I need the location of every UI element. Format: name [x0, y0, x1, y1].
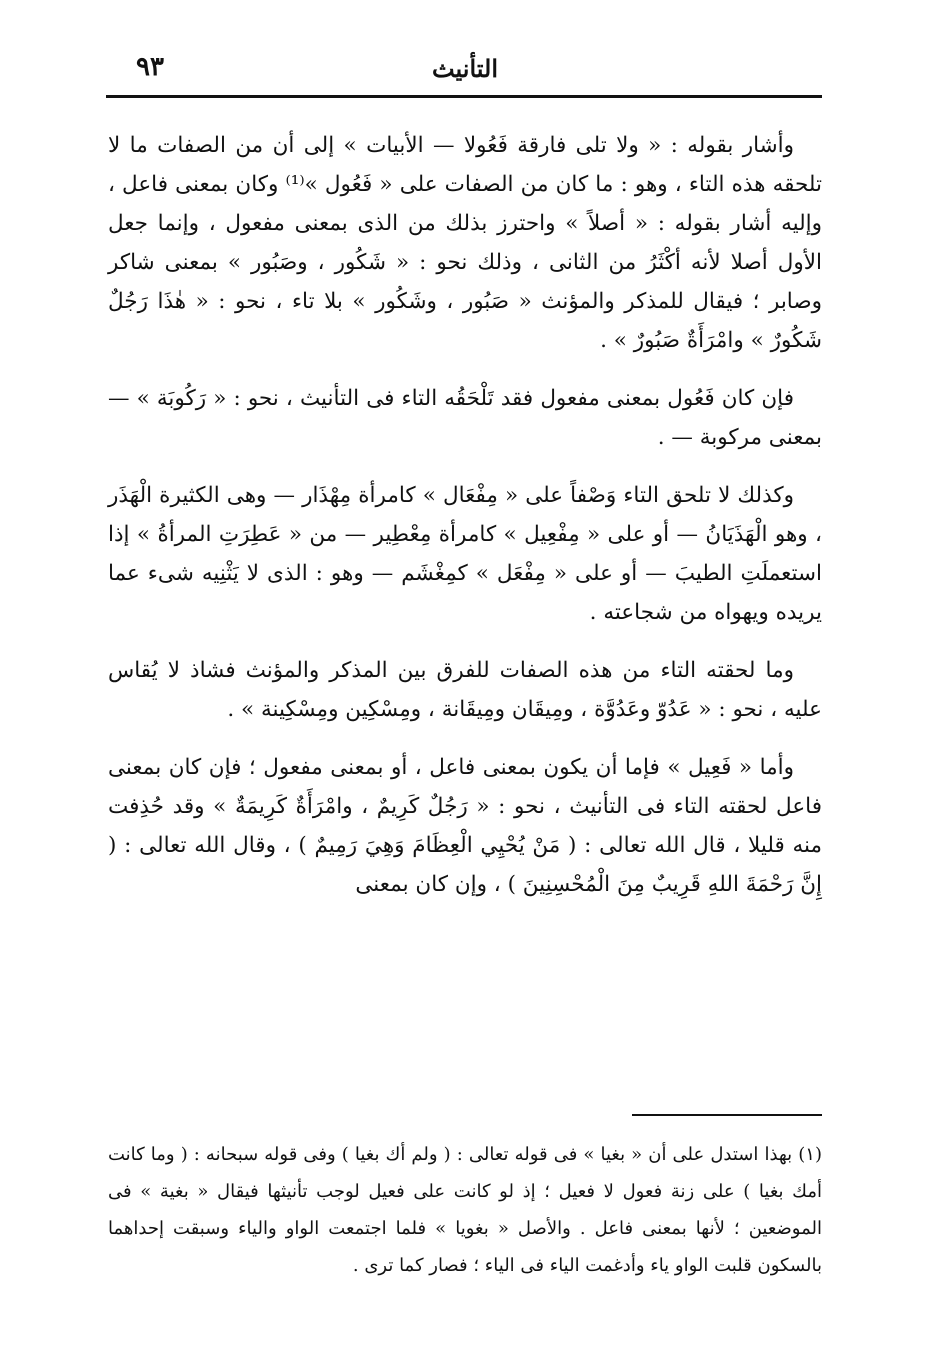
- header-rule: [106, 95, 822, 98]
- footnotes: [108, 1136, 822, 1284]
- footnote: (١) بهذا استدل على أن « بغيا » فى قوله تعالى : ( ولم أك بغيا ) وفى قوله سبحانه : ( وما كانت أمك بغيا ) على زنة فعول لا فعيل ؛ إذ لو كانت على فعيل لوجب تأنيثها فيقال « بغية » فى الموضعين ؛ لأنها بمعنى فاعل . والأصل « بغويا » فلما اجتمعت الواو والياء وسبقت إحداهما بالسكون قلبت الواو ياء وأدغمت الياء فى الياء ؛ فصار كما ترى .: [108, 1144, 822, 1276]
- paragraph: وكذلك لا تلحق التاء وَصْفاً على « مِفْعَال » كامرأة مِهْذَار — وهى الكثيرة الْهَذَر ، وهو الْهَذَيَانُ — أو على « مِفْعِيل » كامرأة مِعْطِير — من « عَطِرَتِ المرأةُ » إذا استعملَتِ الطيبَ — أو على « مِفْعَل » كمِغْشَم — وهو : الذى لا يَثْنِيه شىء عما يريده ويهواه من شجاعته .: [108, 483, 822, 625]
- paragraph: وما لحقته التاء من هذه الصفات للفرق بين المذكر والمؤنث فشاذ لا يُقاس عليه ، نحو : « عَدُوّ وعَدُوَّة ، ومِيقَان ومِيقَانة ، ومِسْكِين ومِسْكِينة » .: [108, 658, 822, 722]
- paragraph: فإن كان فَعُول بمعنى مفعول فقد تَلْحَقُه التاء فى التأنيث ، نحو : « رَكُوبَة » — بمعنى مركوبة — .: [108, 386, 822, 450]
- main-text: [108, 126, 822, 923]
- footnote-rule: [632, 1114, 822, 1116]
- running-title: التأنيث: [431, 54, 499, 83]
- paragraph: وأما « فَعِيل » فإما أن يكون بمعنى فاعل ، أو بمعنى مفعول ؛ فإن كان بمعنى فاعل لحقته التاء فى التأنيث ، نحو : « رَجُلٌ كَرِيمٌ ، وامْرَأَةٌ كَرِيمَةٌ » وقد حُذِفت منه قليلا ، قال الله تعالى : ( مَنْ يُحْيِي الْعِظَامَ وَهِيَ رَمِيمٌ ) ، وقال الله تعالى : ( إِنَّ رَحْمَةَ اللهِ قَرِيبٌ مِنَ الْمُحْسِنِينَ ) ، وإن كان بمعنى: [108, 755, 822, 897]
- page-number: ٩٣: [136, 52, 164, 82]
- page-header: [108, 44, 822, 94]
- paragraph: وأشار بقوله : « ولا تلى فارقة فَعُولا — الأبيات » إلى أن من الصفات ما لا تلحقه هذه التاء ، وهو : ما كان من الصفات على « فَعُول »⁽¹⁾ وكان بمعنى فاعل ، وإليه أشار بقوله : « أصلاً » واحترز بذلك من الذى بمعنى مفعول ، وإنما جعل الأول أصلا لأنه أكْثَرُ من الثانى ، وذلك نحو : « شَكُور ، وصَبُور » بمعنى شاكر وصابر ؛ فيقال للمذكر والمؤنث « صَبُور ، وشَكُور » بلا تاء ، نحو : « هٰذَا رَجُلٌ شَكُورٌ » وامْرَأَةٌ صَبُورٌ » .: [108, 133, 822, 353]
